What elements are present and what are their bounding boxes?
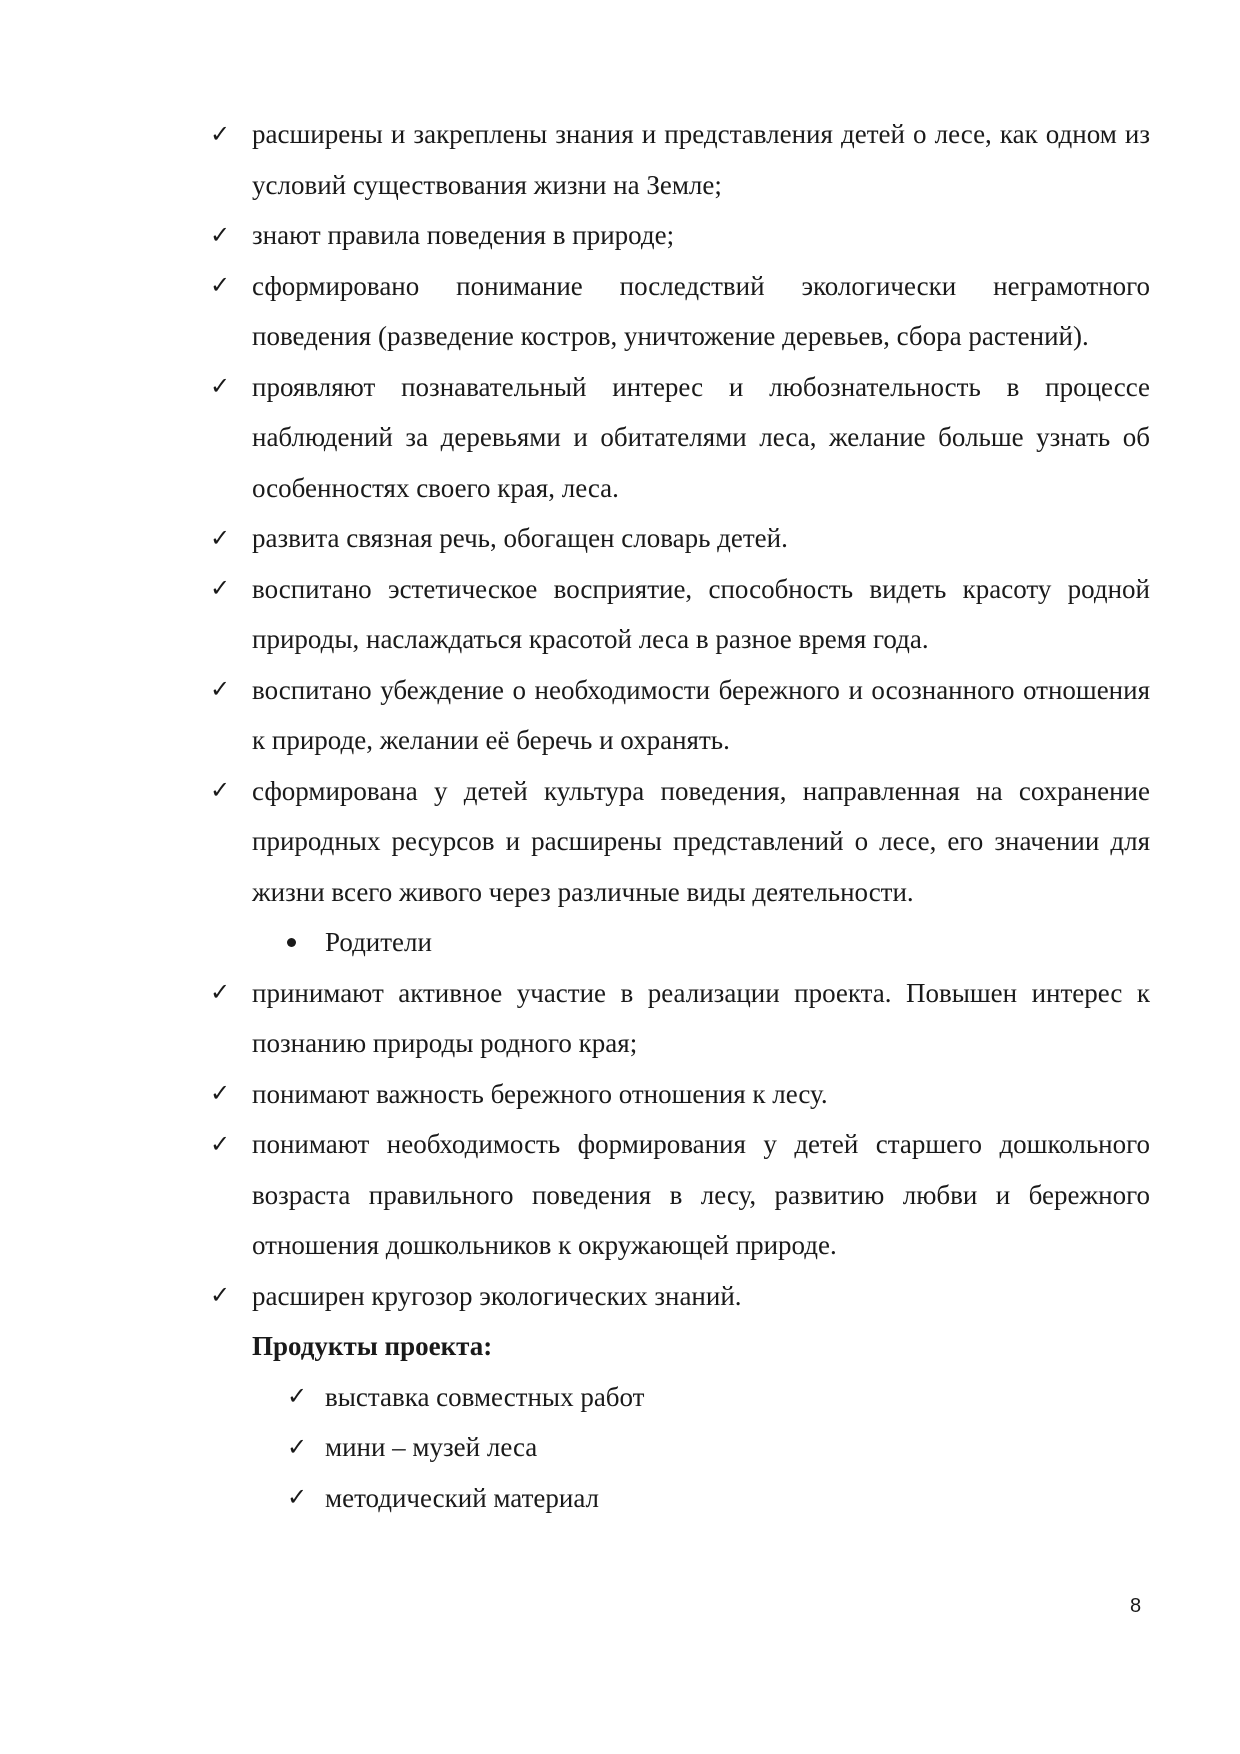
check-mark-icon: ✓ bbox=[210, 372, 231, 401]
list-item-text: сформировано понимание последствий экологически неграмотного поведения (разведение костров, уничтожение деревьев, сбора растений). bbox=[252, 270, 1150, 351]
list-item-text: расширен кругозор экологических знаний. bbox=[252, 1280, 742, 1311]
list-item-text: воспитано эстетическое восприятие, способность видеть красоту родной природы, наслаждаться красотой леса в разное время года. bbox=[252, 573, 1150, 654]
list-item-text: знают правила поведения в природе; bbox=[252, 220, 675, 250]
product-item-text: методический материал bbox=[325, 1482, 600, 1513]
list-item bbox=[210, 513, 1150, 564]
list-item-text: расширены и закреплены знания и представления детей о лесе, как одном из условий существования жизни на Земле; bbox=[252, 119, 1150, 200]
products-heading: Продукты проекта: bbox=[252, 1331, 493, 1361]
product-item bbox=[210, 1473, 1150, 1524]
list-item bbox=[210, 1271, 1150, 1322]
check-mark-icon: ✓ bbox=[210, 523, 231, 552]
list-item-text: проявляют познавательный интерес и любознательность в процессе наблюдений за деревьями и обитателями леса, желание больше узнать об особенностях своего края, леса. bbox=[252, 371, 1150, 503]
page-number: 8 bbox=[1130, 1595, 1142, 1617]
check-mark-icon: ✓ bbox=[210, 675, 231, 704]
parents-label-text: Родители bbox=[325, 927, 432, 957]
check-mark-icon: ✓ bbox=[210, 220, 231, 249]
bullet-dot-icon bbox=[287, 938, 296, 947]
list-item-text: принимают активное участие в реализации проекта. Повышен интерес к познанию природы родного края; bbox=[252, 977, 1150, 1058]
check-mark-icon: ✓ bbox=[210, 1281, 231, 1310]
check-mark-icon: ✓ bbox=[210, 978, 231, 1007]
list-item bbox=[210, 362, 1150, 514]
check-mark-icon: ✓ bbox=[210, 1079, 231, 1108]
page-content bbox=[210, 109, 1150, 1523]
check-mark-icon: ✓ bbox=[287, 1382, 308, 1411]
check-mark-icon: ✓ bbox=[210, 1129, 231, 1158]
parents-section-label bbox=[210, 917, 1150, 968]
list-item bbox=[210, 109, 1150, 210]
product-item-text: выставка совместных работ bbox=[325, 1381, 645, 1412]
list-item bbox=[210, 968, 1150, 1069]
product-item-text: мини – музей леса bbox=[325, 1432, 538, 1462]
list-item bbox=[210, 1069, 1150, 1120]
check-mark-icon: ✓ bbox=[210, 271, 231, 300]
list-item bbox=[210, 210, 1150, 261]
list-item bbox=[210, 1119, 1150, 1271]
product-item bbox=[210, 1372, 1150, 1423]
check-mark-icon: ✓ bbox=[210, 776, 231, 805]
check-mark-icon: ✓ bbox=[287, 1432, 308, 1461]
list-item bbox=[210, 261, 1150, 362]
list-item-text: понимают важность бережного отношения к лесу. bbox=[252, 1078, 828, 1109]
check-mark-icon: ✓ bbox=[210, 119, 231, 148]
product-item bbox=[210, 1422, 1150, 1473]
list-item-text: развита связная речь, обогащен словарь детей. bbox=[252, 523, 788, 553]
list-item bbox=[210, 766, 1150, 918]
list-item-text: сформирована у детей культура поведения, направленная на сохранение природных ресурсов и расширены представлений о лесе, его значении для жизни всего живого через различные виды деятельности. bbox=[252, 775, 1150, 907]
check-mark-icon: ✓ bbox=[287, 1483, 308, 1512]
check-mark-icon: ✓ bbox=[210, 574, 231, 603]
list-item-text: понимают необходимость формирования у детей старшего дошкольного возраста правильного поведения в лесу, развитию любви и бережного отношения дошкольников к окружающей природе. bbox=[252, 1129, 1150, 1260]
list-item-text: воспитано убеждение о необходимости бережного и осознанного отношения к природе, желании её беречь и охранять. bbox=[252, 674, 1150, 755]
list-item bbox=[210, 665, 1150, 766]
list-item bbox=[210, 564, 1150, 665]
